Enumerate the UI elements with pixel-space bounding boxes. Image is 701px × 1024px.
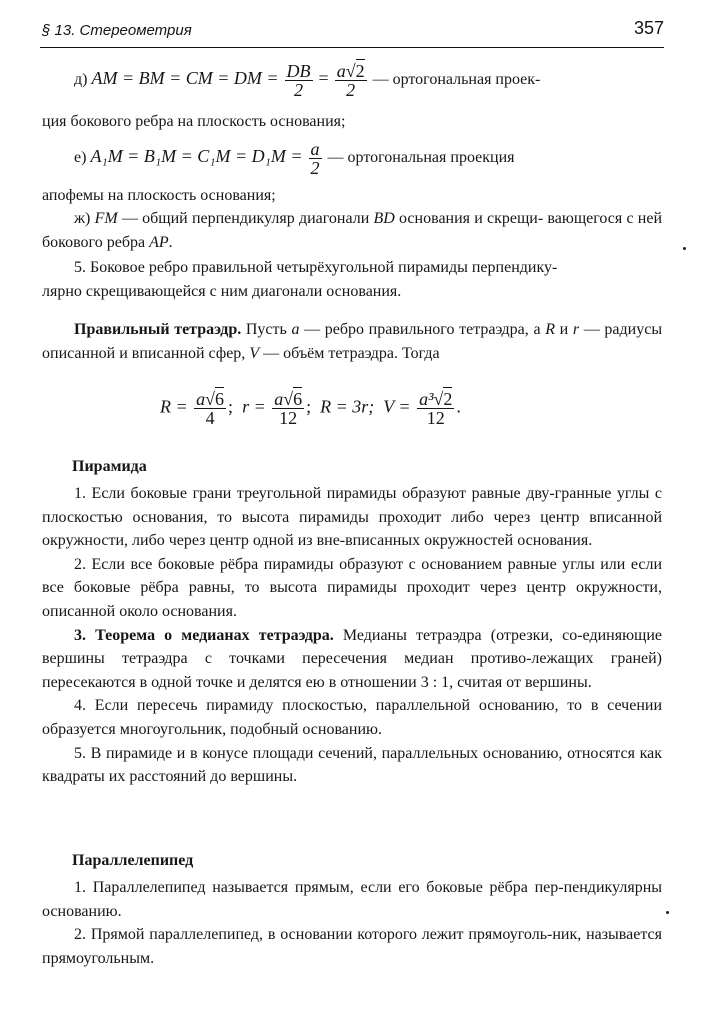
item-e-text: — ортогональная проекция xyxy=(327,149,515,167)
header-rule xyxy=(40,47,664,48)
print-speck xyxy=(666,911,669,914)
item-e-cont: апофемы на плоскость основания; xyxy=(42,187,276,204)
item-d-lhs: AM = BM = CM = DM = xyxy=(91,68,279,89)
pyramid-item-1: 1. Если боковые грани треугольной пирамиды образуют равные дву-гранные углы с плоскостью основания, то высота пирамиды проходит либо через центр вписанной окружности, либо через центр одной из вне-вписанных окружностей основания. xyxy=(42,485,662,550)
running-header-section: § 13. Стереометрия xyxy=(42,22,192,39)
item-d-eq: = xyxy=(318,68,329,89)
print-speck xyxy=(683,247,686,250)
item-d-text: — ортогональная проек- xyxy=(372,71,541,89)
formula-R: $\frac{a√6}{4}$ xyxy=(196,389,225,428)
item-d-cont: ция бокового ребра на плоскость основания; xyxy=(42,113,346,130)
item-e-marker: е) xyxy=(74,149,87,167)
item-d-frac-a-root2: $\frac{a√2}{2}$ xyxy=(336,61,365,100)
pyramid-item-4: 4. Если пересечь пирамиду плоскостью, параллельной основанию, то в сечении образуется многоугольник, подобный основанию. xyxy=(42,697,662,738)
pyramid-item-5: 5. В пирамиде и в конусе площади сечений, параллельных основанию, относятся как квадраты их расстояний до вершины. xyxy=(42,744,662,786)
pyramid-item-3: 3. Теорема о медианах тетраэдра. Медианы тетраэдра (отрезки, со-единяющие вершины тетраэдра с точками пересечения медиан противо-лежащих граней) пересекаются в одной точке и делятся ею в отношении 3 : 1, считая от вершины. xyxy=(42,626,662,691)
formula-r: $\frac{a√6}{12}$ xyxy=(274,389,303,428)
parallelepiped-heading: Параллелепипед xyxy=(72,852,194,869)
item-d-marker: д) xyxy=(74,71,88,89)
item-e-frac: $\frac{a}{2}$ xyxy=(310,139,320,178)
item-d-line xyxy=(74,62,540,99)
item-d-frac-db: $\frac{DB}{2}$ xyxy=(286,61,311,100)
formula-V: $\frac{\text{a³√2}}{12}$ xyxy=(419,389,453,428)
parallelepiped-item-1: 1. Параллелепипед называется прямым, если его боковые рёбра пер-пендикулярны основанию. xyxy=(42,879,662,920)
parallelepiped-items xyxy=(42,876,662,970)
pyramid-heading: Пирамида xyxy=(72,458,147,475)
tetra-heading: Правильный тетраэдр. xyxy=(74,321,242,338)
page-number: 357 xyxy=(633,18,664,38)
pyramid-item-2: 2. Если все боковые рёбра пирамиды образуют с основанием равные углы или если все боковые рёбра равны, то высота пирамиды проходит через центр окружности, описанной около основания. xyxy=(42,555,662,620)
item-e-lhs: A₁M = B₁M = C₁M = D₁M = xyxy=(90,146,303,167)
item-e-line xyxy=(74,140,515,177)
tetra-formulas: R = $\frac{a√6}{4}$ ; r = $\frac{a√6}{12}$ ; R = 3r; V = $\frac{\text{a³√2}}{12}$ . xyxy=(160,389,461,428)
item-5: 5. Боковое ребро правильной четырёхугольной пирамиды перпендику- лярно скрещивающейся с ним диагонали основания. xyxy=(42,259,558,300)
parallelepiped-item-2: 2. Прямой параллелепипед, в основании которого лежит прямоуголь-ник, называется прямоугольным. xyxy=(42,926,662,967)
pyramid-items xyxy=(42,482,662,789)
tetra-paragraph: Правильный тетраэдр. Пусть a — ребро правильного тетраэдра, а R и r — радиусы описанной и вписанной сфер, V — объём тетраэдра. Тогда xyxy=(42,321,663,362)
item-zh: ж) FM — общий перпендикуляр диагонали BD основания и скрещи- вающегося с ней бокового ребра AP. xyxy=(42,210,663,251)
